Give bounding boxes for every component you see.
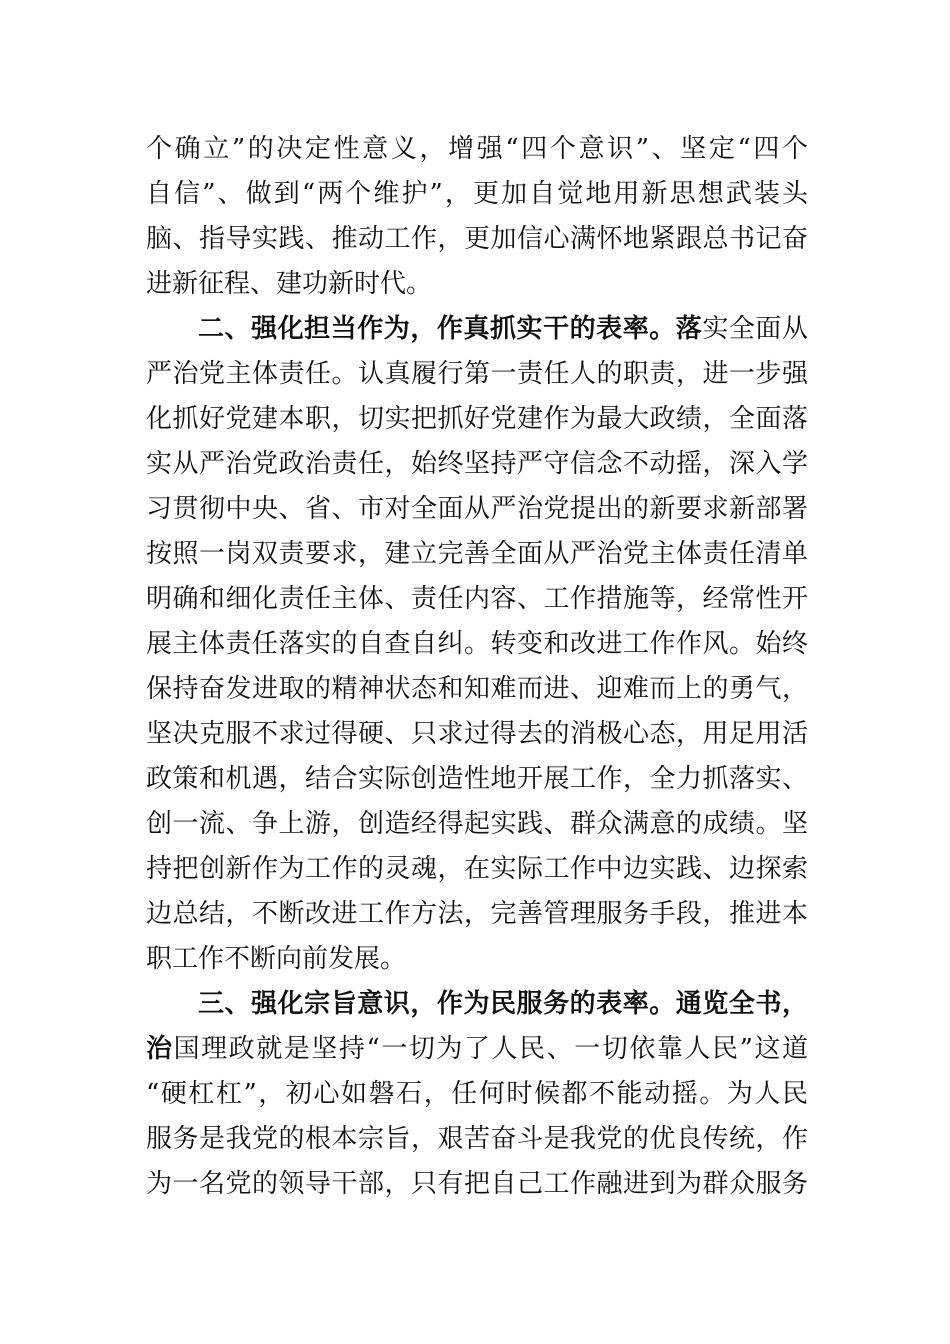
paragraph2-line: 按照一岗双责要求，建立完善全面从严治党主体责任清单	[146, 539, 808, 569]
paragraph1-line: 进新征程、建功新时代。	[146, 269, 433, 299]
paragraph2-line: 职工作不断向前发展。	[146, 944, 407, 974]
section-heading-2: 二、强化担当作为，作真抓实干的表率。落	[198, 314, 703, 344]
paragraph3-line: 为一名党的领导干部，只有把自己工作融进到为群众服务	[146, 1169, 808, 1199]
paragraph2-line: 政策和机遇，结合实际创造性地开展工作，全力抓落实、	[146, 764, 808, 794]
paragraph1-line: 个确立”的决定性意义，增强“四个意识”、坚定“四个	[146, 134, 808, 164]
paragraph2-line: 习贯彻中央、省、市对全面从严治党提出的新要求新部署	[146, 494, 808, 524]
paragraph2-line: 明确和细化责任主体、责任内容、工作措施等，经常性开	[146, 584, 808, 614]
paragraph3-line: 服务是我党的根本宗旨，艰苦奋斗是我党的优良传统，作	[146, 1124, 808, 1154]
paragraph2-line: 保持奋发进取的精神状态和知难而进、迎难而上的勇气，	[146, 674, 808, 704]
paragraph1-line: 脑、指导实践、推动工作，更加信心满怀地紧跟总书记奋	[146, 224, 808, 254]
paragraph3-line-rest: 国理政就是坚持“一切为了人民、一切依靠人民”这道	[173, 1034, 808, 1064]
paragraph2-line-rest: 实全面从	[702, 314, 808, 344]
paragraph2-line: 实从严治党政治责任，始终坚持严守信念不动摇，深入学	[146, 449, 808, 479]
paragraph2-line: 持把创新作为工作的灵魂，在实际工作中边实践、边探索	[146, 854, 808, 884]
paragraph2-line: 创一流、争上游，创造经得起实践、群众满意的成绩。坚	[146, 809, 808, 839]
paragraph2-line: 化抓好党建本职，切实把抓好党建作为最大政绩，全面落	[146, 404, 808, 434]
paragraph1-line: 自信”、做到“两个维护”，更加自觉地用新思想武装头	[146, 179, 808, 209]
paragraph2-line: 严治党主体责任。认真履行第一责任人的职责，进一步强	[146, 359, 808, 389]
paragraph2-line: 边总结，不断改进工作方法，完善管理服务手段，推进本	[146, 899, 808, 929]
section-heading-3: 三、强化宗旨意识，作为民服务的表率。通览全书，	[198, 989, 808, 1019]
paragraph3-bold-char: 治	[146, 1034, 174, 1064]
paragraph3-second-line	[146, 1027, 808, 1071]
paragraph2-line: 展主体责任落实的自查自纠。转变和改进工作作风。始终	[146, 629, 808, 659]
paragraph3-line: “硬杠杠”，初心如磐石，任何时候都不能动摇。为人民	[146, 1079, 808, 1109]
paragraph2-first-line	[198, 307, 808, 351]
paragraph2-line: 坚决克服不求过得硬、只求过得去的消极心态，用足用活	[146, 719, 808, 749]
